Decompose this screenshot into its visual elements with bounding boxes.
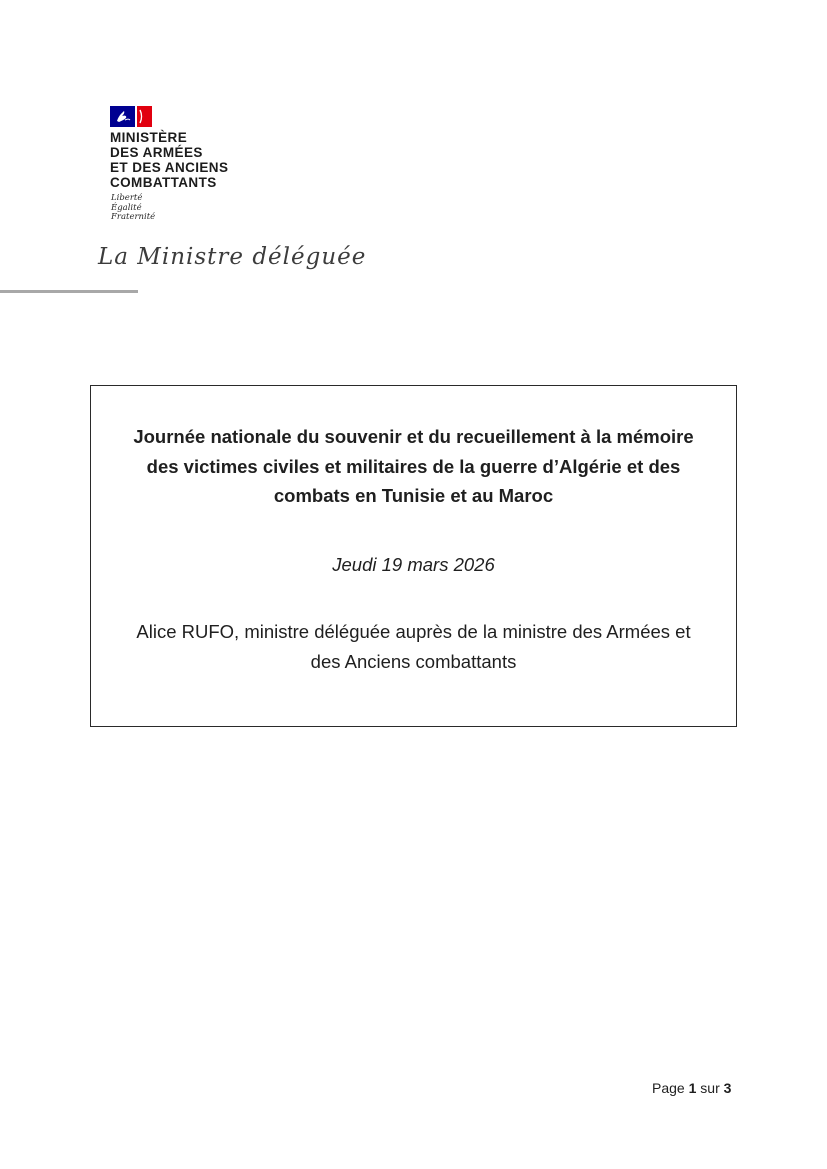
motto-line: Liberté [111,193,143,203]
minister-role-script: La Ministre déléguée [98,244,367,270]
minister-attribution-line: des Anciens combattants [310,651,517,672]
document-title-line: combats en Tunisie et au Maroc [273,485,554,506]
ministry-name-line: MINISTÈRE [110,130,188,145]
document-title-line: Journée nationale du souvenir et du recueillement à la mémoire [133,426,694,447]
ministry-name-line: DES ARMÉES [110,145,203,160]
signature-underline [0,290,138,293]
french-flag-icon [110,106,152,127]
total-pages-number: 3 [723,1080,732,1096]
motto-line: Égalité [111,202,142,213]
motto-line: Fraternité [111,212,156,222]
page-footer [652,1080,731,1096]
ministry-name [110,130,228,190]
document-title [109,422,718,511]
sur-label: sur [700,1080,720,1096]
current-page-number: 1 [688,1080,697,1096]
document-title-line: des victimes civiles et militaires de la guerre d’Algérie et des [146,455,681,477]
announcement-box [90,385,737,727]
event-date: Jeudi 19 mars 2026 [332,554,495,575]
ministry-name-line: ET DES ANCIENS [110,160,229,175]
government-logo-block [110,106,228,223]
ministry-name-line: COMBATTANTS [110,175,217,190]
minister-attribution [101,617,726,677]
minister-attribution-line: Alice RUFO, ministre déléguée auprès de la ministre des Armées et [136,621,691,642]
republic-motto [111,194,228,223]
page-label: Page [652,1080,685,1096]
